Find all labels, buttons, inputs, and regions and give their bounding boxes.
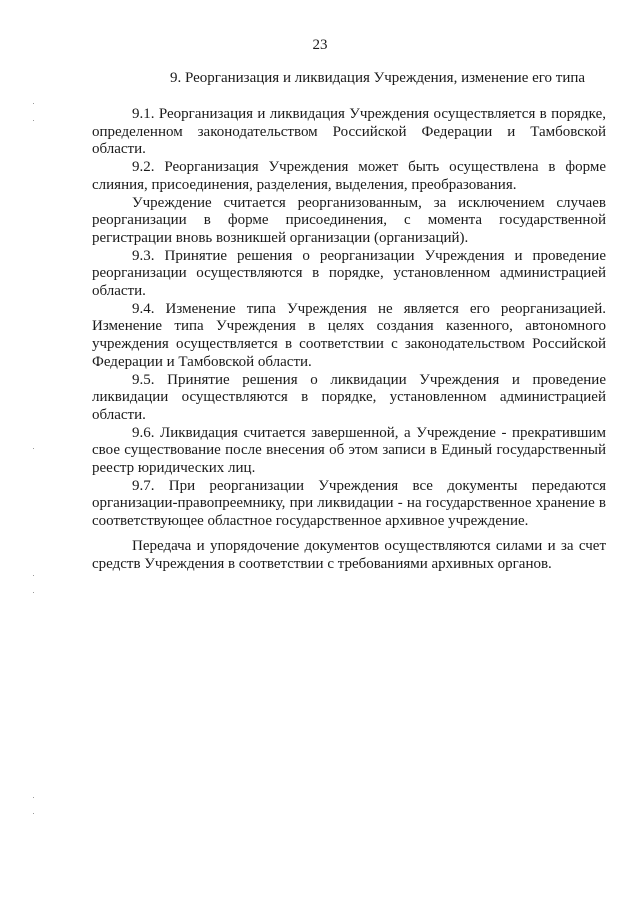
scan-speck — [33, 103, 34, 104]
paragraph-9-5: 9.5. Принятие решения о ликвидации Учреждения и проведение ликвидации осуществляются в порядке, установленном администрацией области. — [92, 371, 606, 423]
scan-margin-specks — [33, 0, 37, 905]
scan-speck — [33, 797, 34, 798]
scan-speck — [33, 448, 34, 449]
paragraph-9-7: 9.7. При реорганизации Учреждения все документы передаются организации-правопреемнику, при ликвидации - на государственное хранение в соответствующее областное государственное архивное учреждение. — [92, 477, 606, 530]
paragraph-9-4: 9.4. Изменение типа Учреждения не является его реорганизацией. Изменение типа Учреждения в целях создания казенного, автономного учреждения осуществляется в соответствии с законодательством Российской Федерации и Тамбовской области. — [92, 300, 606, 370]
scan-speck — [33, 592, 34, 593]
scan-speck — [33, 120, 34, 121]
paragraph-9-3: 9.3. Принятие решения о реорганизации Учреждения и проведение реорганизации осуществляются в порядке, установленном администрацией области. — [92, 247, 606, 300]
paragraph-reorganization-note: Учреждение считается реорганизованным, за исключением случаев реорганизации в форме присоединения, с момента государственной регистрации вновь возникшей организации (организаций). — [92, 194, 606, 246]
section-heading: 9. Реорганизация и ликвидация Учреждения, изменение его типа — [170, 70, 586, 86]
paragraph-9-1: 9.1. Реорганизация и ликвидация Учреждения осуществляется в порядке, определенном законодательством Российской Федерации и Тамбовской области. — [92, 106, 606, 158]
paragraph-9-6: 9.6. Ликвидация считается завершенной, а Учреждение - прекратившим свое существование после внесения об этом записи в Единый государственный реестр юридических лиц. — [92, 424, 606, 477]
paragraph-documents-transfer: Передача и упорядочение документов осуществляются силами и за счет средств Учреждения в соответствии с требованиями архивных органов. — [92, 537, 606, 572]
page-number: 23 — [312, 37, 328, 53]
scan-speck — [33, 575, 34, 576]
document-body — [92, 106, 606, 573]
scan-speck — [33, 813, 34, 814]
paragraph-9-2: 9.2. Реорганизация Учреждения может быть осуществлена в форме слияния, присоединения, разделения, выделения, преобразования. — [92, 159, 606, 193]
